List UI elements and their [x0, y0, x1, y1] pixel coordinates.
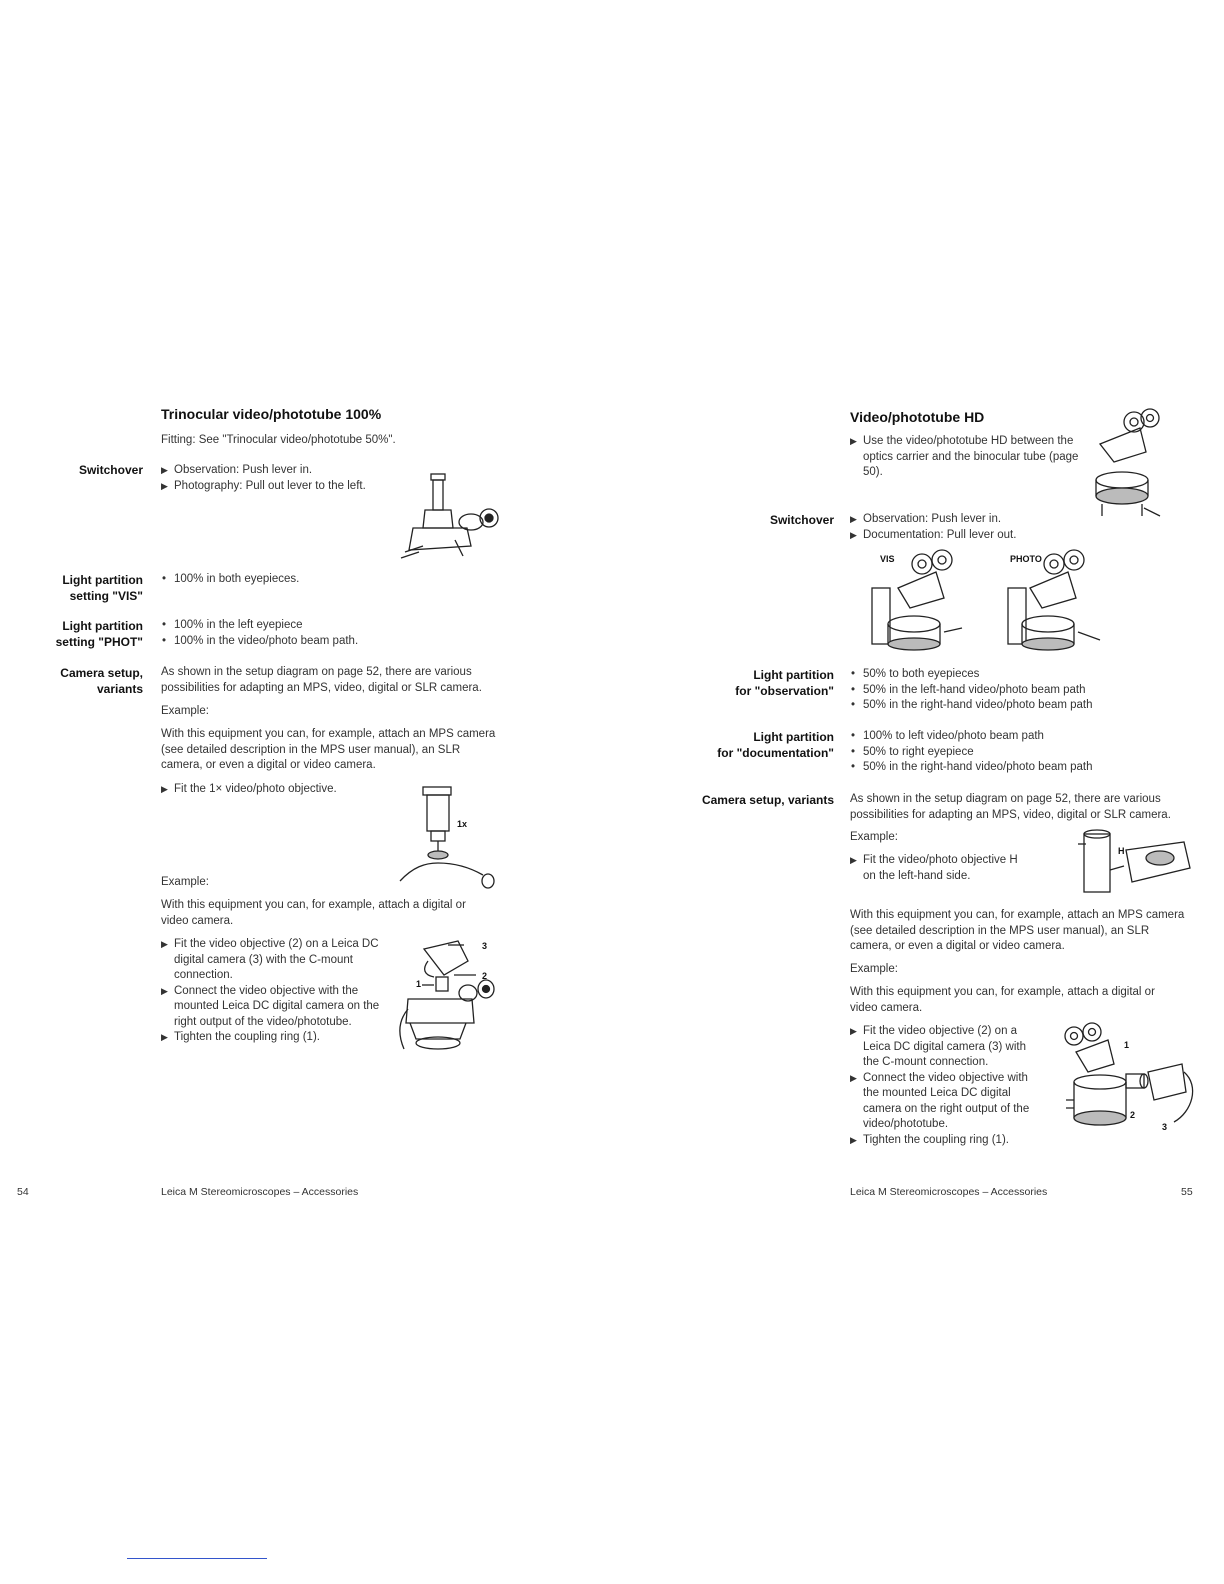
list-item: ▶ Documentation: Pull lever out.: [850, 528, 1090, 544]
right-camera-step-1: [850, 853, 1030, 884]
label-line: Light partition: [753, 730, 834, 744]
label-line: setting "VIS": [69, 589, 143, 603]
right-camera-steps-2: [850, 1024, 1045, 1148]
digital-camera-trinocular-figure: [396, 935, 498, 1057]
figure-label: 1x: [457, 819, 468, 829]
right-example-1: Example:: [850, 831, 898, 843]
list-item: • 50% in the left-hand video/photo beam path: [850, 683, 1170, 699]
list-item: • 100% in the left eyepiece: [161, 618, 461, 634]
right-switchover-label: Switchover: [769, 513, 834, 527]
right-camera-label: Camera setup, variants: [701, 793, 834, 807]
figure-label: 1: [416, 979, 422, 989]
left-example-1: Example:: [161, 705, 209, 717]
trinocular-tube-figure: [395, 466, 505, 562]
objective-1x-figure: [395, 783, 500, 893]
right-intro-step: [850, 434, 1082, 481]
label-line: Light partition: [62, 619, 143, 633]
left-fitting: Fitting: See "Trinocular video/phototube 50%".: [161, 434, 396, 446]
left-camera-label: [60, 665, 143, 697]
list-item: • 50% to both eyepieces: [850, 667, 1170, 683]
left-switchover-list: [161, 463, 401, 494]
right-observation-list: [850, 667, 1170, 714]
figure-label: 2: [1130, 1110, 1136, 1120]
left-footer: Leica M Stereomicroscopes – Accessories: [161, 1186, 359, 1198]
link-underline: [127, 1558, 267, 1559]
left-phot-label: [56, 618, 143, 650]
list-item: • 50% in the right-hand video/photo beam path: [850, 760, 1170, 776]
right-camera-text-2: With this equipment you can, for example, attach a digital or video camera.: [850, 986, 1155, 1014]
right-camera-intro: As shown in the setup diagram on page 52, there are various possibilities for adapting an MPS, video, digital or SLR camera.: [850, 793, 1171, 821]
left-switchover-label: Switchover: [78, 463, 143, 477]
label-line: Light partition: [753, 668, 834, 682]
label-line: variants: [96, 682, 143, 696]
figure-label: VIS: [880, 554, 895, 564]
list-item: ▶ Fit the 1× video/photo objective.: [161, 782, 381, 798]
left-vis-list: [161, 572, 461, 588]
figure-label: 3: [1162, 1122, 1168, 1132]
list-item: ▶ Connect the video objective with the mounted Leica DC digital camera on the right output of the video/phototube.: [850, 1071, 1045, 1133]
left-phot-list: [161, 618, 461, 649]
left-camera-text-1: With this equipment you can, for example, attach an MPS camera (see detailed description in the MPS user manual), an SLR camera, or even a digital or video camera.: [161, 728, 496, 771]
figure-label: 2: [482, 971, 488, 981]
list-item: • 50% to right eyepiece: [850, 745, 1170, 761]
list-item: ▶ Tighten the coupling ring (1).: [850, 1133, 1045, 1149]
figure-label: 1: [1124, 1040, 1130, 1050]
left-title: Trinocular video/phototube 100%: [161, 406, 382, 422]
list-item: ▶ Fit the video/photo objective H on the left-hand side.: [850, 853, 1030, 884]
left-example-2: Example:: [161, 876, 209, 888]
label-line: setting "PHOT": [55, 635, 143, 649]
list-item: ▶ Observation: Push lever in.: [161, 463, 401, 479]
left-camera-steps-2: [161, 937, 386, 1046]
left-camera-step-1: [161, 782, 381, 798]
left-camera-intro: As shown in the setup diagram on page 52, there are various possibilities for adapting an MPS, video, digital or SLR camera.: [161, 666, 482, 694]
list-item: ▶ Connect the video objective with the mounted Leica DC digital camera on the right output of the video/phototube.: [161, 984, 386, 1031]
figure-label: PHOTO: [1010, 554, 1042, 564]
list-item: ▶ Tighten the coupling ring (1).: [161, 1030, 386, 1046]
right-camera-text-1: With this equipment you can, for example, attach an MPS camera (see detailed description in the MPS user manual), an SLR camera, or even a digital or video camera.: [850, 909, 1185, 952]
label-line: for "observation": [735, 684, 834, 698]
label-line: Camera setup,: [60, 666, 143, 680]
left-page-number: 54: [17, 1186, 29, 1198]
label-line: Light partition: [62, 573, 143, 587]
right-page-number: 55: [1181, 1186, 1193, 1198]
list-item: • 100% to left video/photo beam path: [850, 729, 1170, 745]
list-item: ▶ Photography: Pull out lever to the left.: [161, 479, 401, 495]
right-switchover-list: [850, 512, 1090, 543]
objective-h-figure: [1076, 826, 1196, 906]
list-item: • 50% in the right-hand video/photo beam path: [850, 698, 1170, 714]
right-footer: Leica M Stereomicroscopes – Accessories: [850, 1186, 1048, 1198]
list-item: • 100% in both eyepieces.: [161, 572, 461, 588]
right-title: Video/phototube HD: [850, 409, 985, 425]
hd-tube-figure: [1088, 408, 1168, 520]
left-vis-label: [62, 572, 143, 604]
right-documentation-label: [717, 729, 834, 761]
right-documentation-list: [850, 729, 1170, 776]
vis-photo-settings-figure: [858, 548, 1108, 660]
figure-label: H: [1118, 846, 1125, 856]
list-item: • 100% in the video/photo beam path.: [161, 634, 461, 650]
right-observation-label: [735, 667, 834, 699]
right-example-2: Example:: [850, 963, 898, 975]
list-item: ▶ Use the video/phototube HD between the optics carrier and the binocular tube (page 50).: [850, 434, 1082, 481]
list-item: ▶ Fit the video objective (2) on a Leica DC digital camera (3) with the C-mount connection.: [850, 1024, 1045, 1071]
digital-camera-hd-figure: [1060, 1022, 1200, 1142]
figure-label: 3: [482, 941, 488, 951]
list-item: ▶ Observation: Push lever in.: [850, 512, 1090, 528]
list-item: ▶ Fit the video objective (2) on a Leica DC digital camera (3) with the C-mount connection.: [161, 937, 386, 984]
label-line: for "documentation": [717, 746, 834, 760]
left-camera-text-2: With this equipment you can, for example, attach a digital or video camera.: [161, 899, 466, 927]
